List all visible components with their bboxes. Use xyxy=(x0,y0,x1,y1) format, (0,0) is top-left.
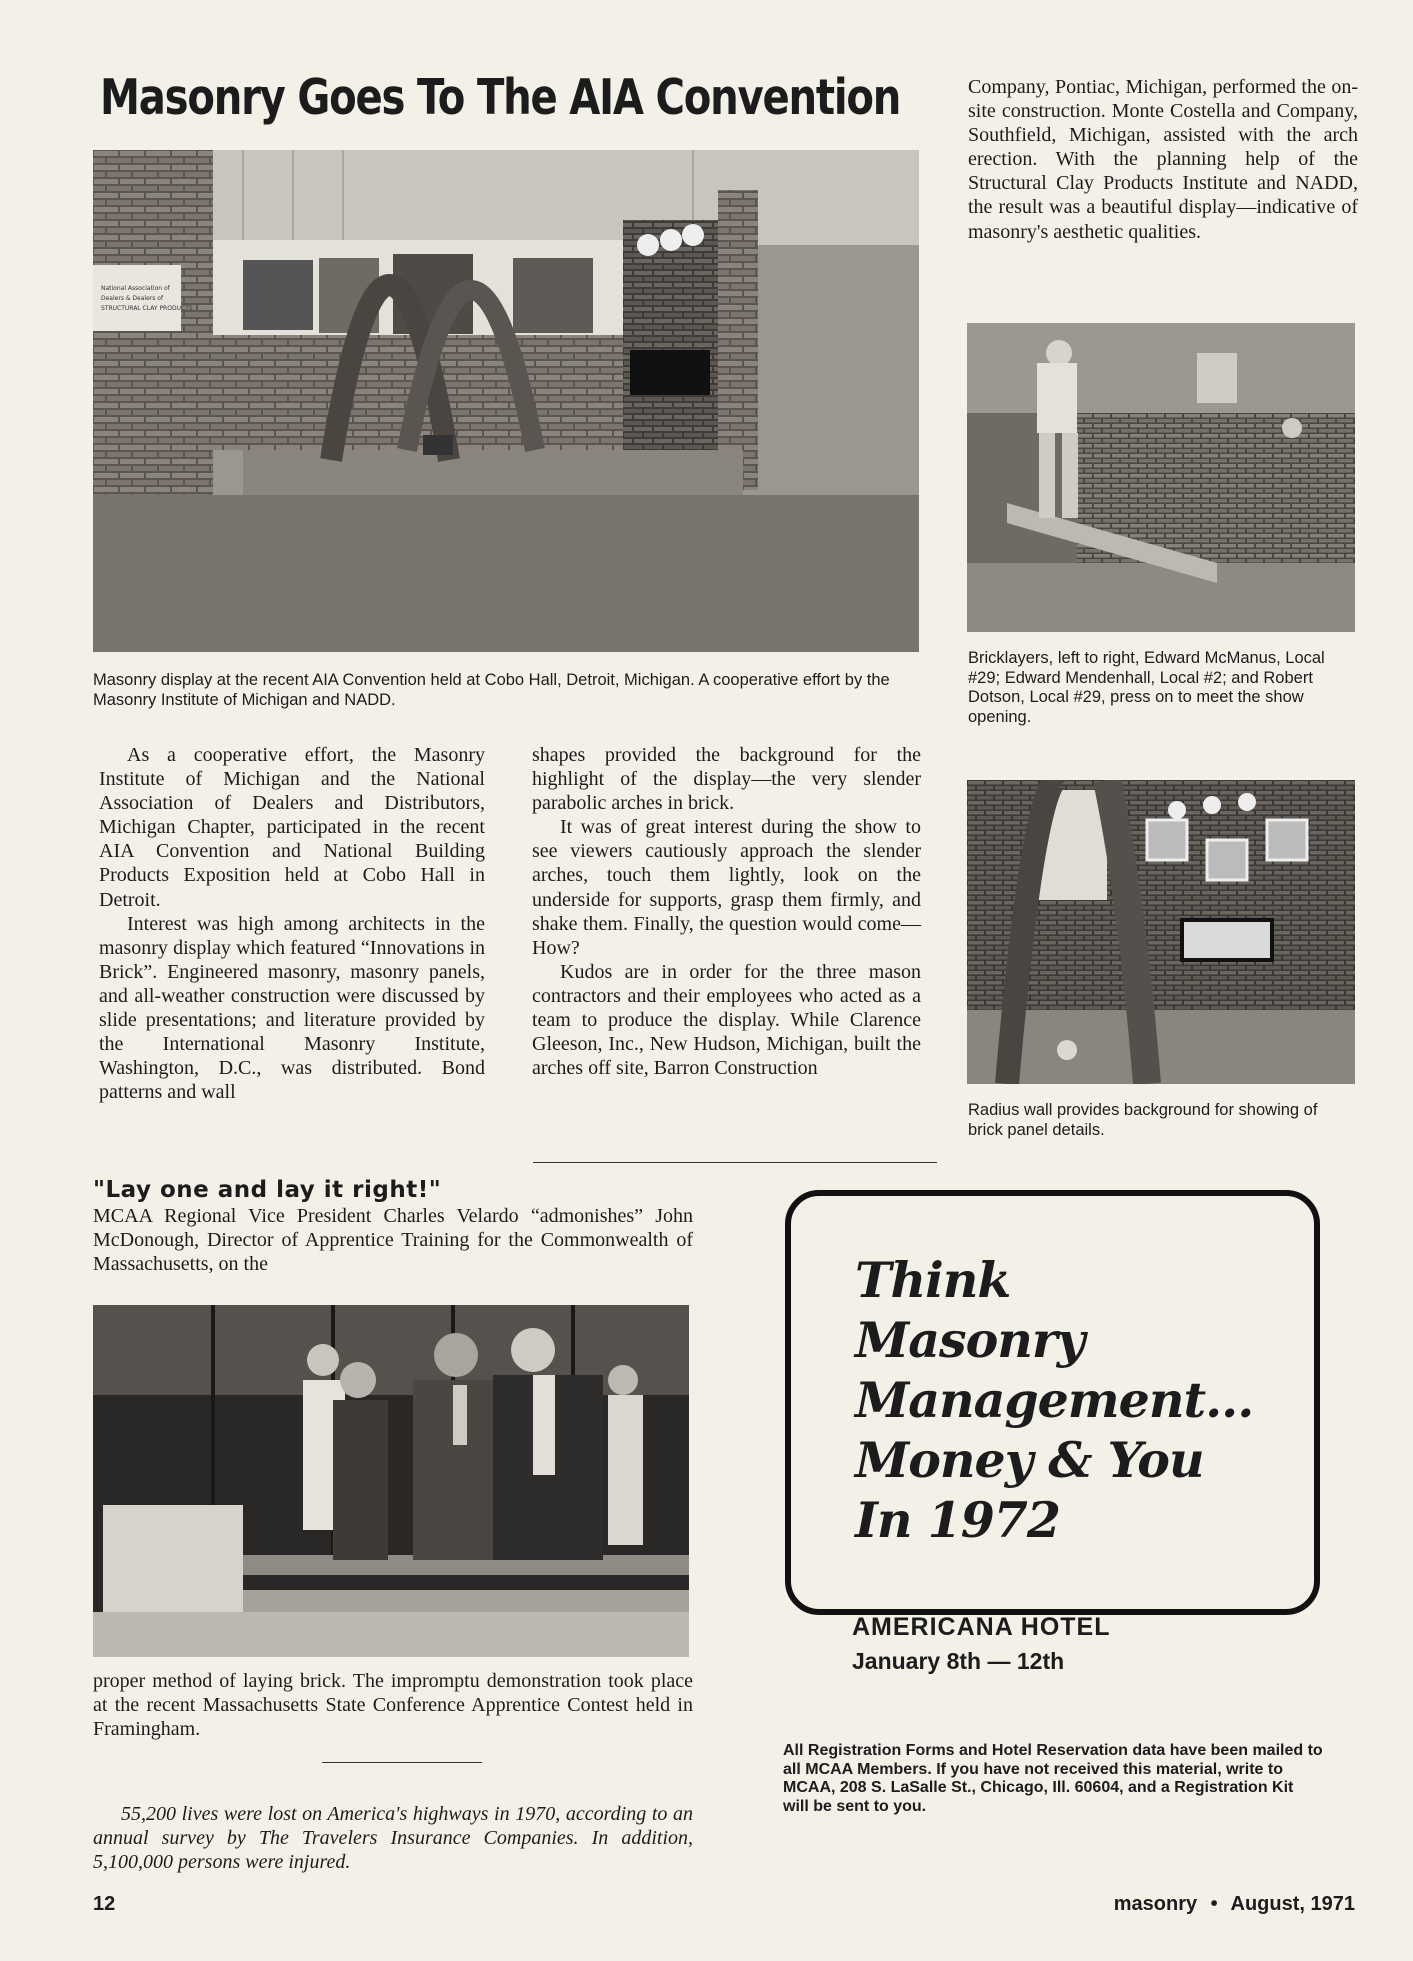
photo-radius-wall-art xyxy=(967,780,1355,1084)
booth-sign-line-2: Dealers & Dealers of xyxy=(101,295,164,302)
article1-col1-para-2: Interest was high among architects in the masonry display which featured “Innovations in Brick”. Engineered masonry, masonry panels, and all-weather construction were discussed by slide presentations; and literature provided by the International Masonry Institute, Washington, D.C., was distributed. Bond patterns and wall xyxy=(99,912,485,1104)
ad-headline-line-1: Think xyxy=(855,1251,1011,1309)
article1-column-3 xyxy=(968,75,1358,244)
photo-aia-display-art xyxy=(93,150,919,652)
highway-filler-text: 55,200 lives were lost on America's highways in 1970, according to an annual survey by The Travelers Insurance Companies. In addition, 5,100,000 persons were injured. xyxy=(93,1803,693,1874)
photo-bricklayers-art xyxy=(967,323,1355,632)
footer-bullet: • xyxy=(1210,1893,1218,1915)
article1-column-1 xyxy=(99,743,485,1104)
booth-sign-line-1: National Association of xyxy=(101,285,170,292)
highway-filler xyxy=(93,1802,693,1874)
booth-sign-line-3: STRUCTURAL CLAY PRODUCTS xyxy=(101,305,193,312)
article2-intro-text: MCAA Regional Vice President Charles Velardo “admonishes” John McDonough, Director of Apprentice Training for the Commonwealth of Massachusetts, on the xyxy=(93,1205,693,1276)
article2-continuation xyxy=(93,1669,693,1741)
main-photo-caption: Masonry display at the recent AIA Convention held at Cobo Hall, Detroit, Michigan. A cooperative effort by the Masonry Institute of Michigan and NADD. xyxy=(93,671,890,709)
ad-headline-line-2: Masonry xyxy=(855,1311,1085,1369)
photo-bricklayers xyxy=(967,323,1355,632)
ad-dates: January 8th — 12th xyxy=(852,1648,1065,1674)
footer-date: August, 1971 xyxy=(1230,1893,1355,1915)
article2-intro xyxy=(93,1204,693,1276)
column-2-bottom-rule xyxy=(533,1162,937,1163)
photo-radius-wall xyxy=(967,780,1355,1084)
article1-col2-para-3: Kudos are in order for the three mason contractors and their employees who acted as a team to produce the display. While Clarence Gleeson, Inc., New Hudson, Michigan, built the arches off site, Barron Construction xyxy=(532,960,921,1080)
article-title: Masonry Goes To The AIA Convention xyxy=(100,69,901,126)
photo-lay-brick-demo-art xyxy=(93,1305,689,1657)
photo-lay-brick-demo xyxy=(93,1305,689,1657)
ad-headline-line-5: In 1972 xyxy=(855,1491,1060,1549)
photo-aia-display xyxy=(93,150,919,652)
article2-continuation-text: proper method of laying brick. The impromptu demonstration took place at the recent Massachusetts State Conference Apprentice Contest held in Framingham. xyxy=(93,1670,693,1741)
article1-col1-para-1: As a cooperative effort, the Masonry Institute of Michigan and the National Association of Dealers and Distributors, Michigan Chapter, participated in the recent AIA Convention and National Building Products Exposition held at Cobo Hall in Detroit. xyxy=(99,744,485,911)
ad-headline xyxy=(855,1250,1275,1550)
page-number: 12 xyxy=(93,1893,116,1915)
radius-wall-caption: Radius wall provides background for showing of brick panel details. xyxy=(968,1101,1318,1139)
article1-col2-para-1: shapes provided the background for the highlight of the display—the very slender parabolic arches in brick. xyxy=(532,744,921,815)
footer-magazine: masonry xyxy=(1113,1893,1198,1915)
article2-bottom-rule xyxy=(322,1762,482,1763)
footer-magazine-date xyxy=(1075,1893,1355,1916)
registration-note: All Registration Forms and Hotel Reservation data have been mailed to all MCAA Members. If you have not received this material, write to MCAA, 208 S. LaSalle St., Chicago, Ill. 60604, and a Registration Kit will be sent to you. xyxy=(783,1742,1323,1815)
ad-hotel-name: AMERICANA HOTEL xyxy=(852,1613,1111,1641)
article2-headline: "Lay one and lay it right!" xyxy=(93,1177,442,1203)
article1-column-2 xyxy=(532,743,921,1080)
article1-col3-para: Company, Pontiac, Michigan, performed the on-site construction. Monte Costella and Company, Southfield, Michigan, assisted with the arch erection. With the planning help of the Structural Clay Products Institute and NADD, the result was a beautiful display—indicative of masonry's aesthetic qualities. xyxy=(968,76,1358,243)
ad-headline-line-4: Money & You xyxy=(855,1431,1204,1489)
bricklayers-caption: Bricklayers, left to right, Edward McManus, Local #29; Edward Mendenhall, Local #2; and Robert Dotson, Local #29, press on to meet the show opening. xyxy=(968,649,1325,726)
ad-headline-line-3: Management... xyxy=(855,1371,1254,1429)
article1-col2-para-2: It was of great interest during the show to see viewers cautiously approach the slender arches, touch them lightly, look on the underside for supports, grasp them firmly, and shake them. Finally, the question would come—How? xyxy=(532,816,921,959)
